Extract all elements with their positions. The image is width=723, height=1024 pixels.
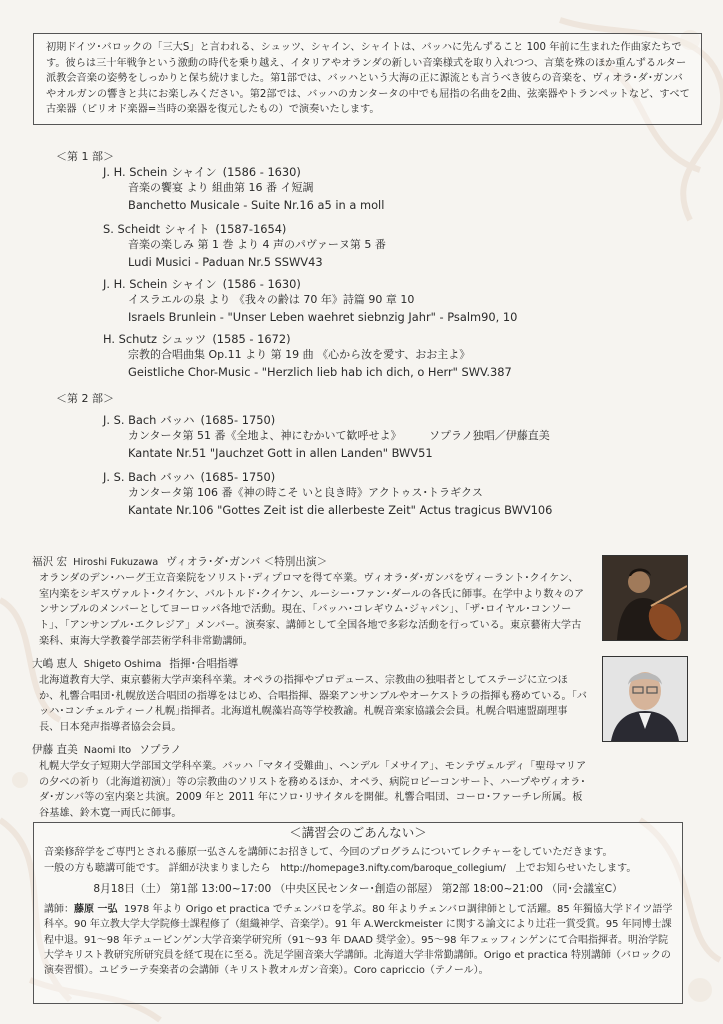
- work-title-jp: イスラエルの泉 より 《我々の齢は 70 年》詩篇 90 章 10: [128, 293, 415, 306]
- performer-role: 指揮･合唱指導: [169, 658, 239, 670]
- program-item: [103, 469, 552, 518]
- work-title-jp: カンタータ第 106 番《神の時こそ いと良き時》アクトゥス･トラギクス: [128, 486, 483, 499]
- lecture-title: ＜講習会のごあんない＞: [289, 825, 427, 840]
- lecture-box: [33, 822, 683, 1004]
- program-item: [103, 412, 550, 461]
- performer-name: 伊藤 直美: [32, 744, 78, 756]
- lecture-line2a: 一般の方も聴講可能です。 詳細が決まりましたら: [44, 862, 271, 874]
- composer-dates: (1586 - 1630): [222, 165, 301, 179]
- composer-name: S. Scheidt: [103, 222, 161, 236]
- performer-text: オランダのデン･ハーグ王立音楽院をソリスト･ディプロマを得て卒業。ヴィオラ･ダ･ガンバをヴィーラント･クイケン、室内楽をシギスヴァルト･クイケン、バルトルド･クイケン、ルーシー･ファン･ダールの各氏に師事。在学中より数々のアンサンブルのメンバーとしてヨーロッパ各地で活動。現在、「バッハ･コレギウム･ジャパン」、「ザ･ロイヤル･コンソート」、「アンサンブル･エクレジア」メンバー。演奏家、講師として全国各地で多彩な活動を行っている。東京藝術大学古楽科、東海大学教養学部芸術学科非常勤講師。: [39, 572, 585, 647]
- composer-jp: バッハ: [160, 413, 195, 427]
- composer-dates: (1587-1654): [215, 222, 287, 236]
- composer-jp: シュッツ: [160, 332, 207, 346]
- lecture-line2: [34, 861, 682, 877]
- performer-text: 北海道教育大学、東京藝術大学声楽科卒業。オペラの指揮やプロデュース、宗教曲の独唱者としてステージに立つほか、札響合唱団･札幌放送合唱団の指導をはじめ、合唱指揮、器楽アンサンブルやオーケストラの指揮も務めている。｢バッハ･コンチェルティーノ札幌｣指揮者。北海道札幌藻岩高等学校教諭。札幌音楽家協議会会員。札幌合唱連盟副理事長、日本発声指導者協会会員。: [39, 674, 587, 734]
- conductor-photo: [603, 657, 687, 741]
- work-title-en: Kantate Nr.106 "Gottes Zeit ist die allerbeste Zeit" Actus tragicus BWV106: [128, 502, 553, 517]
- composer-jp: シャイン: [171, 277, 217, 291]
- homepage-link[interactable]: http://homepage3.nifty.com/baroque_collegium/: [280, 862, 506, 874]
- program-item: [103, 164, 384, 213]
- lecture-line2b: 上でお知らせいたします。: [515, 862, 637, 874]
- work-title-en: Banchetto Musicale - Suite Nr.16 a5 in a moll: [128, 197, 385, 212]
- performer-photo: [602, 656, 688, 742]
- lecture-line1: 音楽修辞学をご専門とされる藤原一弘さんを講師にお招きして、今回のプログラムについてレクチャーをしていただきます。: [44, 846, 613, 858]
- work-title-en: Ludi Musici - Paduan Nr.5 SSWV43: [128, 254, 323, 269]
- intro-box: [33, 33, 702, 125]
- performer-name: 福沢 宏: [32, 556, 68, 568]
- composer-name: J. S. Bach: [103, 413, 157, 427]
- composer-dates: (1585 - 1672): [212, 332, 291, 346]
- program-item: [103, 221, 386, 270]
- performer-romaji: Naomi Ito: [83, 745, 132, 756]
- gamba-player-photo: [603, 556, 687, 640]
- composer-dates: (1685- 1750): [200, 470, 276, 484]
- work-title-jp: 音楽の饗宴 より 組曲第 16 番 イ短調: [128, 181, 314, 194]
- work-title-jp: カンタータ第 51 番《全地よ、神にむかいて歓呼せよ》 ソプラノ独唱／伊藤直美: [128, 429, 550, 442]
- instructor-text: 1978 年より Origo et practica でチェンバロを学ぶ。80 年よりチェンバロ調律師として活躍。85 年獨協大学ドイツ語学科卒。90 年立教大学大学院修士課程修了（組織神学、音楽学）。91 年 A.Werckmeister に関する論文により辻荘一賞受賞。95 年同博士課程中退。91～98 年テュービンゲン大学音楽学研究所（91～93 年 DAAD 奨学金）。95～98 年フェッフィンゲンにて合唱指揮者。明治学院大学キリスト教研究所研究員を経て現在に至る。洗足学園音楽大学講師。北海道大学非常勤講師。Origo et practica 特別講師（バロックの演奏習慣）。ユビラーテ奏楽者の会講師（キリスト教オルガン音楽）。Coro capriccio（テノール）。: [44, 904, 673, 976]
- composer-name: J. H. Schein: [103, 277, 168, 291]
- performer-romaji: Shigeto Oshima: [83, 659, 162, 670]
- composer-jp: シャイト: [164, 222, 210, 236]
- performer-name: 大嶋 恵人: [32, 658, 78, 670]
- program-item: [103, 331, 512, 380]
- work-title-en: Kantate Nr.51 "Jauchzet Gott in allen Landen" BWV51: [128, 445, 433, 460]
- composer-jp: バッハ: [160, 470, 195, 484]
- composer-name: H. Schutz: [103, 332, 157, 346]
- program-item: [103, 276, 517, 325]
- composer-jp: シャイン: [171, 165, 217, 179]
- lecture-schedule: 8月18日（土） 第1部 13:00~17:00 （中央区民センター･創造の部屋） 第2部 18:00~21:00 （同･会議室C）: [93, 883, 623, 896]
- performer-role: ヴィオラ･ダ･ガンバ ＜特別出演＞: [166, 556, 328, 568]
- performer-bio: [32, 743, 587, 822]
- part1-heading: ＜第 1 部＞: [56, 150, 114, 163]
- composer-dates: (1685- 1750): [200, 413, 276, 427]
- instructor-info: [34, 902, 682, 978]
- composer-name: J. H. Schein: [103, 165, 168, 179]
- part2-heading: ＜第 2 部＞: [56, 392, 114, 405]
- performer-bio: [32, 657, 587, 736]
- work-title-jp: 宗教的合唱曲集 Op.11 より 第 19 曲 《心から汝を愛す、おお主よ》: [128, 348, 471, 361]
- performer-romaji: Hiroshi Fukuzawa: [73, 557, 159, 568]
- work-title-en: Geistliche Chor-Music - "Herzlich lieb hab ich dich, o Herr" SWV.387: [128, 364, 512, 379]
- composer-name: J. S. Bach: [103, 470, 157, 484]
- performer-bio: [32, 555, 587, 650]
- intro-text: 初期ドイツ･バロックの「三大S」と言われる、シュッツ、シャイン、シャイトは、バッハに先んずること 100 年前に生まれた作曲家たちです。彼らは三十年戦争という激動の時代を乗り越え、イタリアやオランダの新しい音楽様式を取り入れつつ、言葉を殊のほか重んずるルター派教会音楽の姿勢をしっかりと保ち続けました。第1部では、バッハという大海の正に源流とも言うべき彼らの音楽を、ヴィオラ･ダ･ガンバやオルガンの響きと共にお楽しみください。第2部では、バッハのカンタータの中でも屈指の名曲を2曲、弦楽器やトランペットなど、すべて古楽器（ピリオド楽器=当時の楽器を復元したもの）で演奏いたします。: [46, 42, 690, 116]
- performer-text: 札幌大学女子短期大学部国文学科卒業。バッハ「マタイ受難曲」、ヘンデル「メサイア」、モンテヴェルディ「聖母マリアの夕べの祈り（北海道初演）」等の宗教曲のソリストを務めるほか、オペラ、病院ロビーコンサート、ハープやヴィオラ･ダ･ガンバ等の室内楽と共演。2009 年と 2011 年にソロ･リサイタルを開催。札響合唱団、コーロ･ファーチレ所属。板谷基雄、鈴木寛一両氏に師事。: [39, 760, 587, 820]
- work-title-en: Israels Brunlein - "Unser Leben waehret siebnzig Jahr" - Psalm90, 10: [128, 309, 518, 324]
- instructor-label: 講師：: [44, 904, 74, 916]
- performer-photo: [602, 555, 688, 641]
- instructor-name: 藤原 一弘: [74, 904, 118, 916]
- composer-dates: (1586 - 1630): [222, 277, 301, 291]
- work-title-jp: 音楽の楽しみ 第 1 巻 より 4 声のパヴァーヌ第 5 番: [128, 238, 386, 251]
- performer-role: ソプラノ: [139, 744, 182, 756]
